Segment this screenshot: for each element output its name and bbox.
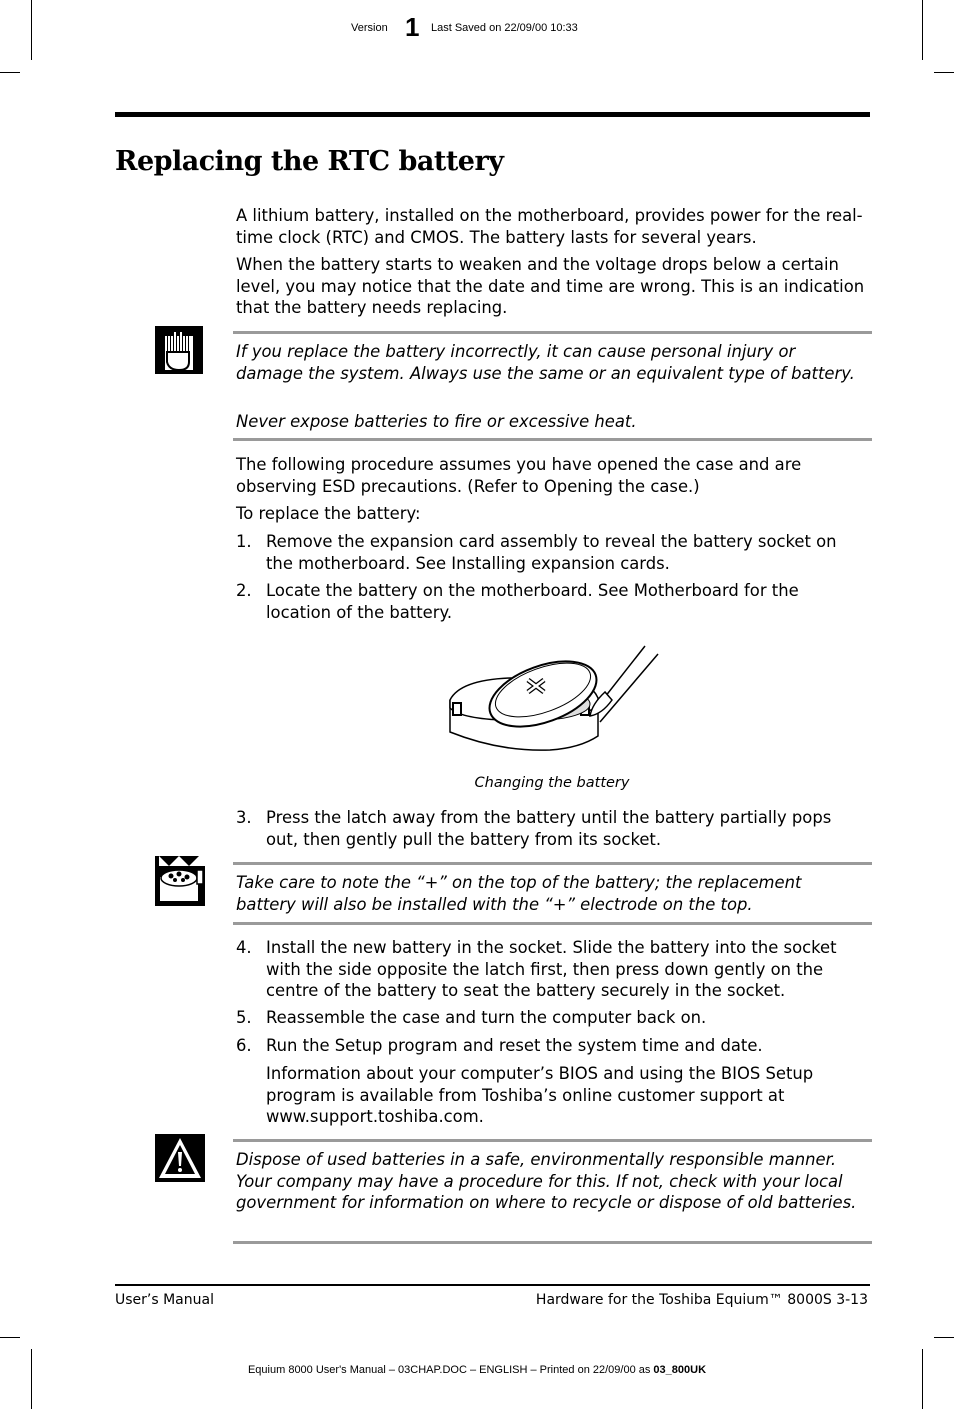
print-note-text: Equium 8000 User's Manual – 03CHAP.DOC – ENGLISH – Printed on 22/09/00 as xyxy=(247,1364,654,1376)
crop-mark xyxy=(922,0,923,60)
note-rule xyxy=(233,1241,872,1244)
last-saved: Last Saved on 22/09/00 10:33 xyxy=(431,22,578,34)
note-rule xyxy=(233,862,872,865)
step-number: 3. xyxy=(236,808,252,827)
crop-mark xyxy=(934,72,954,73)
step-text: Install the new battery in the socket. Slide the battery into the socket with the side opposite the latch first, then press down gently on the centre of the battery to seat the battery securely in the socket. xyxy=(266,938,837,1000)
crop-mark xyxy=(31,0,32,60)
procedure-intro: To replace the battery: xyxy=(236,504,421,523)
warning-note: Dispose of used batteries in a safe, environmentally responsible manner. Your company may have a procedure for this. If not, check with your local government for information on where to recycle or dispose of old batteries. xyxy=(236,1150,857,1212)
hand-caution-icon xyxy=(155,326,203,378)
figure-caption: Changing the battery xyxy=(474,775,630,791)
note-rule xyxy=(233,922,872,925)
step-text: Locate the battery on the motherboard. See Motherboard for the location of the battery. xyxy=(266,581,799,622)
crop-mark xyxy=(0,1337,20,1338)
note-rule xyxy=(233,438,872,441)
step-number: 6. xyxy=(236,1036,252,1055)
crop-mark xyxy=(922,1349,923,1409)
top-rule xyxy=(115,112,870,117)
warning-triangle-icon xyxy=(155,1134,205,1186)
treasure-chest-tip-icon xyxy=(155,856,205,910)
step-text: Run the Setup program and reset the system time and date. xyxy=(266,1036,763,1055)
step-number: 5. xyxy=(236,1008,252,1027)
caution-note: If you replace the battery incorrectly, it can cause personal injury or damage the system. Always use the same or an equivalent type of battery. xyxy=(236,342,855,383)
step-number: 4. xyxy=(236,938,252,957)
version-label: Version xyxy=(351,22,388,34)
step-number: 1. xyxy=(236,532,252,551)
crop-mark xyxy=(31,1349,32,1409)
footer-left: User’s Manual xyxy=(115,1292,214,1308)
footer-right: Hardware for the Toshiba Equium™ 8000S 3-13 xyxy=(535,1292,868,1308)
version-number: 1 xyxy=(405,12,420,42)
print-note xyxy=(0,1364,954,1376)
print-note-bold: 03_800UK xyxy=(653,1364,707,1376)
step-number: 2. xyxy=(236,581,252,600)
intro-paragraph: A lithium battery, installed on the motherboard, provides power for the real-time clock (RTC) and CMOS. The battery lasts for several years. xyxy=(236,206,863,247)
procedure-intro: The following procedure assumes you have opened the case and are observing ESD precautions. (Refer to Opening the case.) xyxy=(236,455,802,496)
footer-rule xyxy=(115,1284,870,1286)
crop-mark xyxy=(0,72,20,73)
note-rule xyxy=(233,1139,872,1142)
step-text: Press the latch away from the battery until the battery partially pops out, then gently pull the battery from its socket. xyxy=(266,808,832,849)
intro-paragraph: When the battery starts to weaken and the voltage drops below a certain level, you may notice that the date and time are wrong. This is an indication that the battery needs replacing. xyxy=(236,255,865,317)
crop-mark xyxy=(934,1337,954,1338)
step-text: Reassemble the case and turn the computer back on. xyxy=(266,1008,707,1027)
battery-illustration xyxy=(440,640,665,756)
tip-note: Take care to note the “+” on the top of the battery; the replacement battery will also be installed with the “+” electrode on the top. xyxy=(236,873,802,914)
note-rule xyxy=(233,331,872,334)
bios-info: Information about your computer’s BIOS and using the BIOS Setup program is available from Toshiba’s online customer support at www.support.toshiba.com. xyxy=(266,1064,814,1126)
caution-note: Never expose batteries to fire or excessive heat. xyxy=(236,412,637,431)
step-text: Remove the expansion card assembly to reveal the battery socket on the motherboard. See Installing expansion cards. xyxy=(266,532,837,573)
page-title: Replacing the RTC battery xyxy=(115,146,504,177)
